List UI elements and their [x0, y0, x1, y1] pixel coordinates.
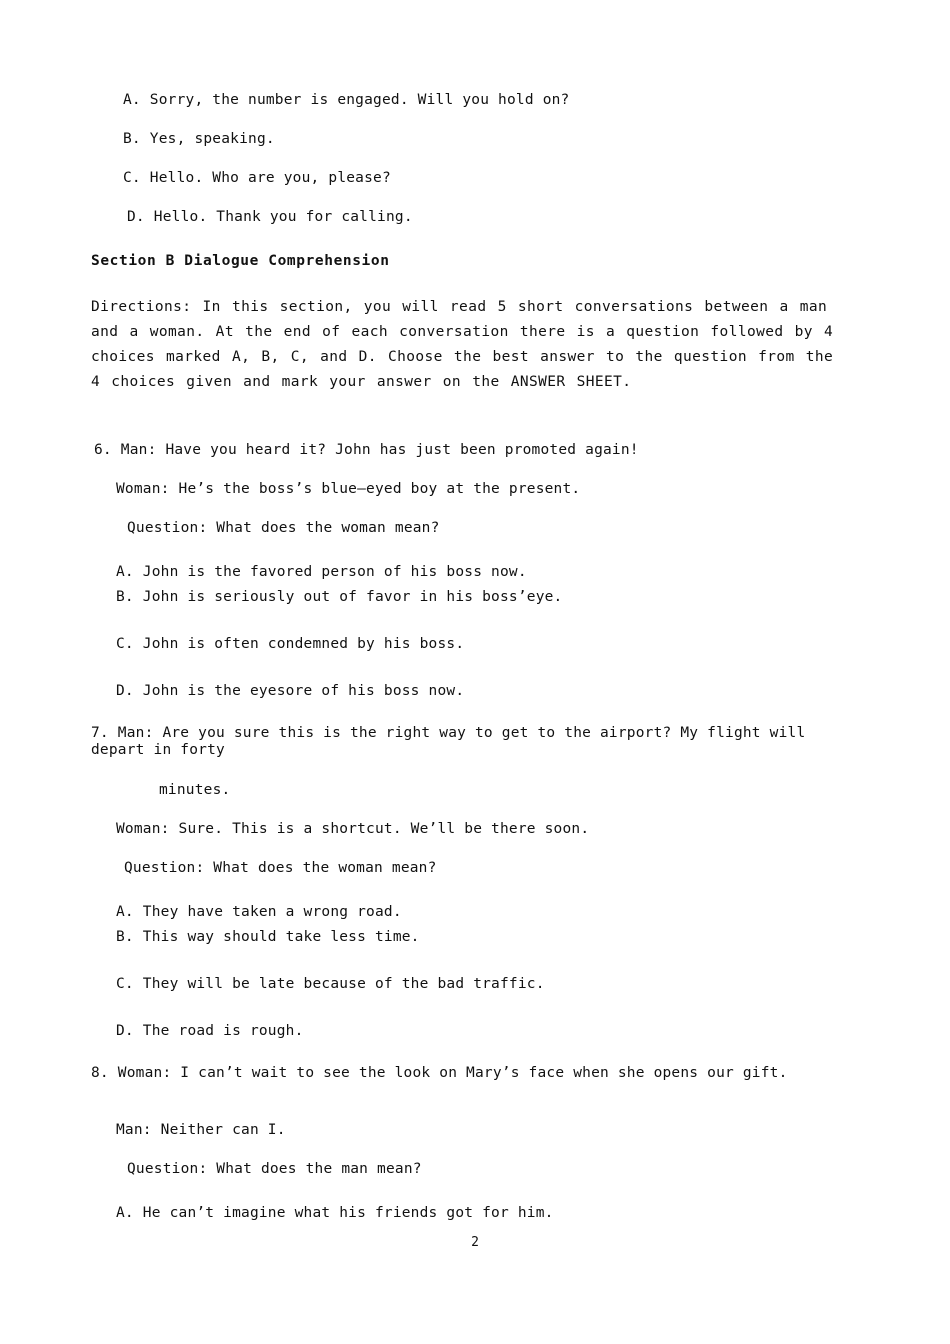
q7-option-a: A. They have taken a wrong road. — [116, 904, 402, 920]
q8-question: Question: What does the man mean? — [127, 1161, 422, 1177]
q6-woman-line: Woman: He’s the boss’s blue—eyed boy at the present. — [116, 481, 581, 497]
prev-option-c: C. Hello. Who are you, please? — [123, 170, 391, 186]
q6-option-a: A. John is the favored person of his boss now. — [116, 564, 527, 580]
q8-man-line: Man: Neither can I. — [116, 1122, 286, 1138]
q7-man-line-cont: minutes. — [159, 782, 231, 798]
q8-woman-line: 8. Woman: I can’t wait to see the look on Mary’s face when she opens our gift. — [91, 1065, 788, 1081]
q6-option-d: D. John is the eyesore of his boss now. — [116, 683, 465, 699]
prev-option-d: D. Hello. Thank you for calling. — [127, 209, 413, 225]
q7-woman-line: Woman: Sure. This is a shortcut. We’ll be there soon. — [116, 821, 590, 837]
q8-option-a: A. He can’t imagine what his friends got for him. — [116, 1205, 554, 1221]
q6-question: Question: What does the woman mean? — [127, 520, 440, 536]
q6-option-b: B. John is seriously out of favor in his boss’eye. — [116, 589, 563, 605]
section-directions: Directions: In this section, you will read 5 short conversations between a man and a woman. At the end of each conversation there is a question followed by 4 choices marked A, B, C, and D. Choose the best answer to the question from the 4 choices given and mark your answer on the ANSWER SHEET. — [91, 299, 834, 390]
q7-man-line: 7. Man: Are you sure this is the right way to get to the airport? My flight will depart in forty — [91, 725, 806, 758]
prev-option-a: A. Sorry, the number is engaged. Will you hold on? — [123, 92, 570, 108]
q6-option-c: C. John is often condemned by his boss. — [116, 636, 465, 652]
prev-option-b: B. Yes, speaking. — [123, 131, 275, 147]
q7-option-b: B. This way should take less time. — [116, 929, 420, 945]
q7-question: Question: What does the woman mean? — [124, 860, 437, 876]
q6-man-line: 6. Man: Have you heard it? John has just been promoted again! — [94, 442, 639, 458]
q7-option-c: C. They will be late because of the bad traffic. — [116, 976, 545, 992]
section-title: Section B Dialogue Comprehension — [91, 253, 390, 269]
page-number: 2 — [471, 1235, 479, 1250]
q7-option-d: D. The road is rough. — [116, 1023, 304, 1039]
